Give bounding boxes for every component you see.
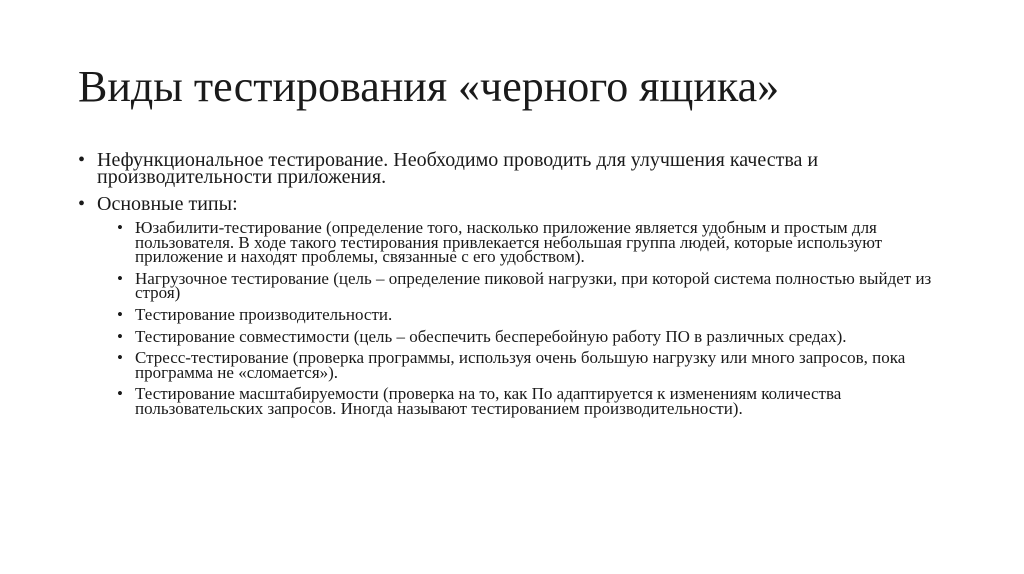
bullet-item-nonfunctional — [78, 149, 958, 188]
sub-bullet-performance — [117, 304, 958, 324]
bullet-icon: • — [78, 193, 86, 215]
bullet-item-main-types — [78, 193, 958, 418]
bullet-icon: • — [117, 326, 123, 346]
bullet-icon: • — [117, 304, 123, 324]
sub-bullet-text: Юзабилити-тестирование (определение того, насколько приложение является удобным и простым для пользователя. В ходе такого тестирования привлекается небольшая группа людей, которые используют приложение и находят проблемы, связанные с его удобством). — [135, 218, 883, 267]
sub-bullet-load — [117, 268, 958, 303]
bullet-icon: • — [117, 268, 123, 288]
bullet-icon: • — [117, 384, 123, 404]
sub-bullet-text: Тестирование масштабируемости (проверка на то, как По адаптируется к изменениям количества пользовательских запросов. Иногда называют тестированием производительности). — [135, 384, 842, 418]
sub-bullet-text: Стресс-тестирование (проверка программы, используя очень большую нагрузку или много запросов, пока программа не «сломается»). — [135, 348, 906, 382]
slide-content — [78, 149, 958, 427]
bullet-icon: • — [117, 348, 123, 368]
sub-bullet-list — [117, 218, 958, 418]
sub-bullet-text: Нагрузочное тестирование (цель – определение пиковой нагрузки, при которой система полностью выйдет из строя) — [135, 268, 932, 303]
sub-bullet-scalability — [117, 384, 958, 418]
bullet-text: Основные типы: — [97, 193, 238, 215]
bullet-icon: • — [117, 218, 123, 237]
bullet-list — [78, 149, 958, 418]
sub-bullet-stress — [117, 348, 958, 382]
slide-title: Виды тестирования «черного ящика» — [78, 62, 780, 111]
sub-bullet-text: Тестирование совместимости (цель – обеспечить бесперебойную работу ПО в различных средах). — [135, 326, 847, 346]
bullet-text: Нефункциональное тестирование. Необходимо проводить для улучшения качества и производительности приложения. — [97, 149, 819, 188]
sub-bullet-text: Тестирование производительности. — [135, 304, 393, 324]
sub-bullet-usability — [117, 218, 958, 267]
bullet-icon: • — [78, 149, 86, 171]
sub-bullet-compatibility — [117, 326, 958, 346]
